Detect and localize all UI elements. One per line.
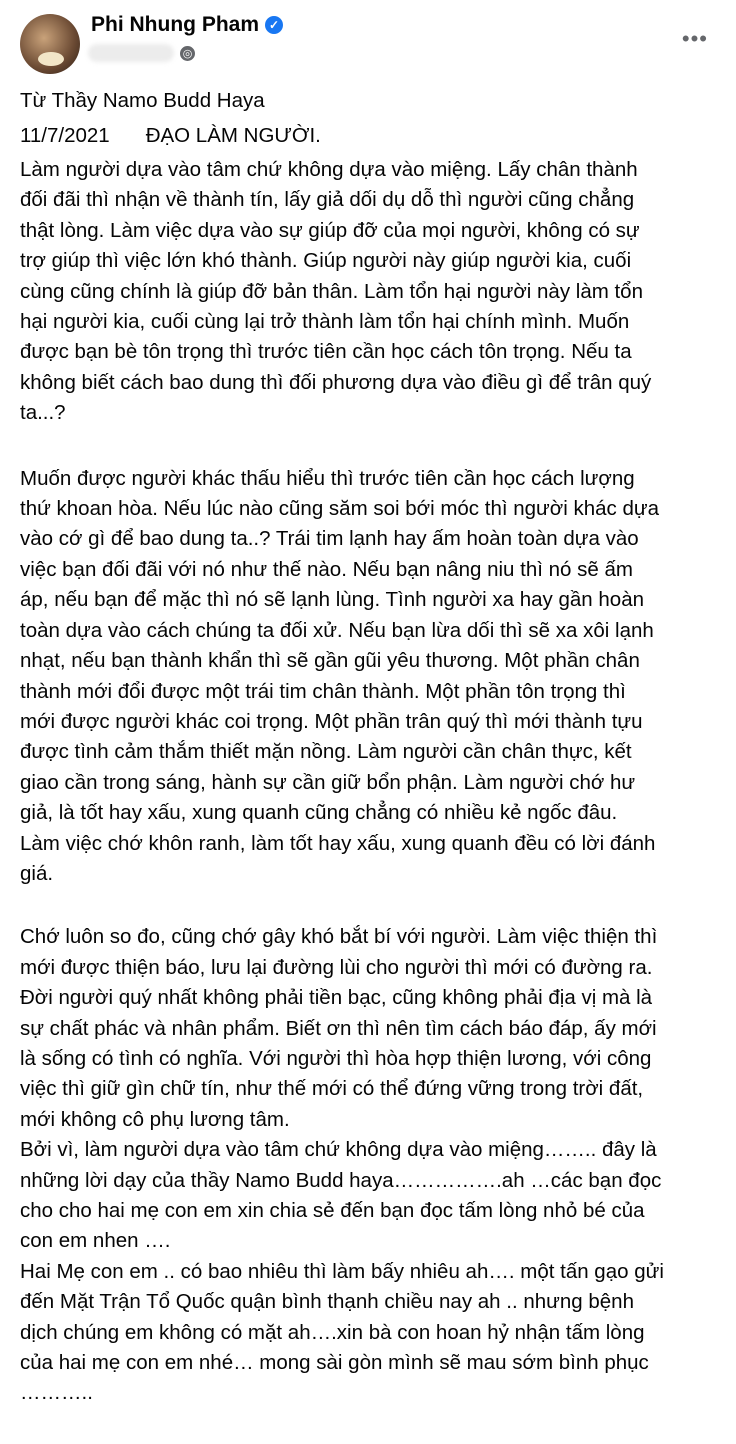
blurred-timestamp	[88, 44, 174, 62]
text-line: việc bạn đối đãi với nó như thế nào. Nếu bạn nâng niu thì nó sẽ ấm	[20, 557, 633, 581]
post-heading: ĐẠO LÀM NGƯỜI.	[145, 124, 321, 147]
globe-icon: ◎	[180, 46, 195, 61]
text-line: là sống có tình có nghĩa. Với người thì hòa hợp thiện lương, với công	[20, 1046, 652, 1070]
text-line: đến Mặt Trận Tổ Quốc quận bình thạnh chiều nay ah .. nhưng bệnh	[20, 1290, 634, 1314]
verified-badge-icon: ✓	[265, 16, 283, 34]
text-line: vào cớ gì để bao dung ta..? Trái tim lạnh hay ấm hoàn toàn dựa vào	[20, 527, 639, 551]
text-line: ………..	[20, 1381, 93, 1405]
text-line: thứ khoan hòa. Nếu lúc nào cũng săm soi bới móc thì người khác dựa	[20, 497, 659, 521]
text-line: Đời người quý nhất không phải tiền bạc, cũng không phải địa vị mà là	[20, 986, 653, 1010]
text-line: thành mới đổi được một trái tim chân thành. Một phần tôn trọng thì	[20, 679, 626, 703]
post-title: Từ Thầy Namo Budd Haya	[20, 89, 265, 112]
text-line: thật lòng. Làm việc dựa vào sự giúp đỡ của mọi người, không có sự	[20, 218, 640, 242]
text-line: giá.	[20, 861, 54, 885]
text-line: áp, nếu bạn để mặc thì nó sẽ lạnh lùng. Tình người xa hay gần hoàn	[20, 588, 645, 612]
text-line: việc thì giữ gìn chữ tín, như thế mới có thể đứng vững trong trời đất,	[20, 1077, 644, 1101]
text-line: Chớ luôn so đo, cũng chớ gây khó bắt bí với người. Làm việc thiện thì	[20, 925, 658, 949]
post-meta	[88, 44, 195, 62]
text-line: đối đãi thì nhận về thành tín, lấy giả dối dụ dỗ thì người cũng chẳng	[20, 188, 635, 212]
text-line: giả, là tốt hay xấu, xung quanh cũng chẳng có nhiều kẻ ngốc đâu.	[20, 801, 618, 825]
post-date: 11/7/2021	[20, 124, 110, 147]
text-line: toàn dựa vào cách chúng ta đối xử. Nếu bạn lừa dối thì sẽ xa xôi lạnh	[20, 618, 654, 642]
text-line: được bạn bè tôn trọng thì trước tiên cần học cách tôn trọng. Nếu ta	[20, 340, 632, 364]
post-date-heading	[20, 121, 321, 151]
text-line: giao cần trong sáng, hành sự cần giữ bổn phận. Làm người chớ hư	[20, 770, 636, 794]
paragraph	[20, 922, 664, 1409]
text-line: mới được người khác coi trọng. Một phần trân quý thì mới thành tựu	[20, 709, 643, 733]
text-line: Làm người dựa vào tâm chứ không dựa vào miệng. Lấy chân thành	[20, 158, 638, 181]
author-name[interactable]: Phi Nhung Pham	[91, 13, 259, 36]
text-line: mới không cô phụ lương tâm.	[20, 1107, 290, 1131]
text-line: Muốn được người khác thấu hiểu thì trước tiên cần học cách lượng	[20, 466, 635, 490]
post-header	[0, 0, 736, 80]
text-line: Bởi vì, làm người dựa vào tâm chứ không dựa vào miệng…….. đây là	[20, 1138, 657, 1162]
author-name-row	[91, 13, 283, 37]
text-line: nhạt, nếu bạn thành khẩn thì sẽ gần gũi yêu thương. Một phần chân	[20, 649, 640, 673]
text-line: Làm việc chớ khôn ranh, làm tốt hay xấu, xung quanh đều có lời đánh	[20, 831, 656, 855]
text-line: những lời dạy của thầy Namo Budd haya…………….ah …các bạn đọc	[20, 1168, 662, 1192]
text-line: trợ giúp thì việc lớn khó thành. Giúp người này giúp người kia, cuối	[20, 249, 632, 273]
author-avatar[interactable]	[20, 14, 80, 74]
text-line: Hai Mẹ con em .. có bao nhiêu thì làm bấy nhiêu ah…. một tấn gạo gửi	[20, 1259, 664, 1283]
text-line: ta...?	[20, 401, 66, 425]
text-line: được tình cảm thắm thiết mặn nồng. Làm người cần chân thực, kết	[20, 740, 632, 764]
text-line: sự chất phác và nhân phẩm. Biết ơn thì nên tìm cách báo đáp, ấy mới	[20, 1016, 657, 1040]
text-line: con em nhen ….	[20, 1229, 171, 1253]
text-line: hại người kia, cuối cùng lại trở thành làm tổn hại chính mình. Muốn	[20, 310, 630, 334]
text-line: cho cho hai mẹ con em xin chia sẻ đến bạn đọc tấm lòng nhỏ bé của	[20, 1199, 645, 1222]
text-line: mới được thiện báo, lưu lại đường lùi cho người thì mới có đường ra.	[20, 955, 653, 979]
more-options-button[interactable]: •••	[681, 26, 708, 51]
post-paragraphs	[20, 155, 664, 1444]
paragraph	[20, 464, 664, 890]
text-line: dịch chúng em không có mặt ah….xin bà con hoan hỷ nhận tấm lòng	[20, 1320, 645, 1344]
text-line: không biết cách bao dung thì đối phương dựa vào điều gì để trân quý	[20, 370, 652, 394]
paragraph	[20, 155, 664, 429]
text-line: cùng cũng chính là giúp đỡ bản thân. Làm tổn hại người này làm tổn	[20, 279, 643, 303]
text-line: của hai mẹ con em nhé… mong sài gòn mình sẽ mau sớm bình phục	[20, 1351, 649, 1375]
